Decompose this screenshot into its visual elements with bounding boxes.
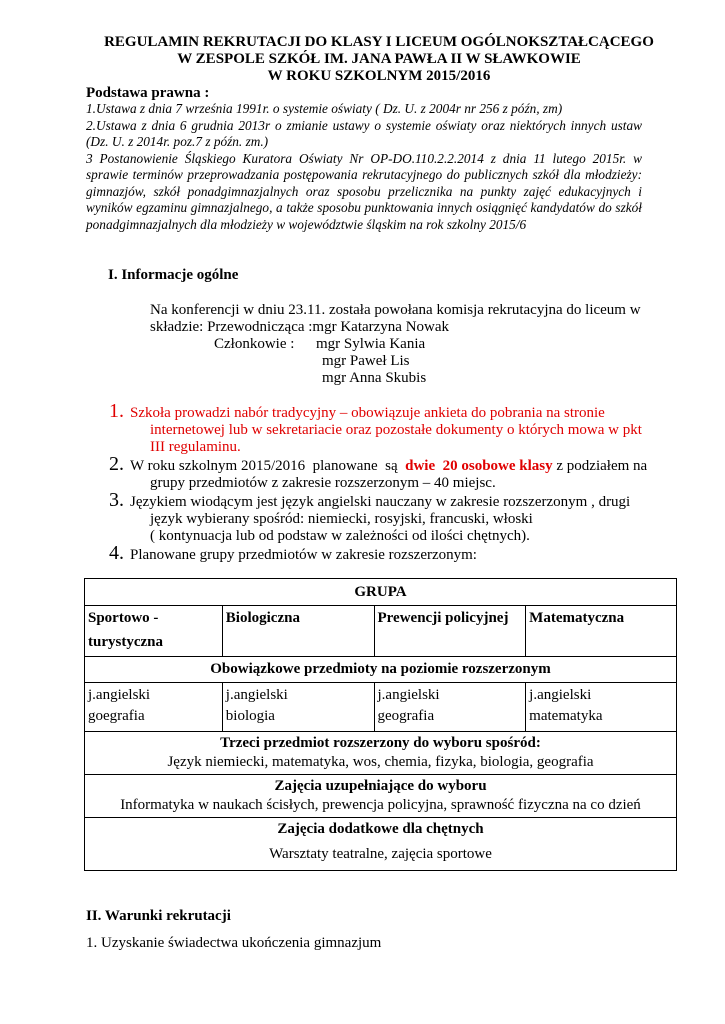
- item-3-line-3: ( kontynuacja lub od podstaw w zależności od ilości chętnych).: [150, 528, 530, 544]
- groups-table: [84, 578, 677, 871]
- members-label: Członkowie :: [214, 336, 295, 352]
- item-2-line-1: [130, 458, 647, 475]
- mandatory-header: Obowiązkowe przedmioty na poziomie rozszerzonym: [85, 657, 677, 683]
- section-1-heading: I. Informacje ogólne: [108, 267, 239, 283]
- item-1-line-3: III regulaminu.: [150, 439, 241, 455]
- subject: j.angielski: [88, 687, 151, 703]
- item-2-text: W roku szkolnym 2015/2016 planowane są: [130, 458, 406, 474]
- title-line-3: W ROKU SZKOLNYM 2015/2016: [267, 68, 491, 84]
- table-row: [85, 818, 677, 871]
- supplementary-cell: [85, 775, 677, 818]
- group-subjects: [526, 683, 677, 732]
- item-number: 4.: [109, 542, 124, 564]
- group-name-line: turystyczna: [88, 634, 163, 650]
- section-2-item-1: 1. Uzyskanie świadectwa ukończenia gimnazjum: [86, 935, 382, 951]
- item-2-text: z podziałem na: [552, 458, 648, 474]
- group-name: [85, 606, 223, 657]
- title-line-1: REGULAMIN REKRUTACJI DO KLASY I LICEUM OGÓLNOKSZTAŁCĄCEGO: [104, 34, 654, 50]
- item-1-line-2: internetowej lub w sekretariacie oraz pozostałe dokumenty o których mowa w pkt: [150, 422, 642, 438]
- item-1-line-1: Szkoła prowadzi nabór tradycyjny – obowiązuje ankieta do pobrania na stronie: [130, 405, 605, 421]
- table-header: GRUPA: [85, 579, 677, 606]
- group-subjects: [85, 683, 223, 732]
- member-name: mgr Anna Skubis: [322, 370, 427, 386]
- legal-basis-list: [86, 101, 642, 233]
- legal-item: 1.Ustawa z dnia 7 września 1991r. o systemie oświaty ( Dz. U. z 2004r nr 256 z późn, zm): [86, 101, 563, 116]
- section-2-heading: II. Warunki rekrutacji: [86, 908, 231, 924]
- group-subjects: [374, 683, 526, 732]
- member-name: mgr Sylwia Kania: [316, 336, 426, 352]
- subject: goegrafia: [88, 708, 145, 724]
- group-name: Biologiczna: [222, 606, 374, 657]
- subject: matematyka: [529, 708, 603, 724]
- group-subjects: [222, 683, 374, 732]
- title-line-2: W ZESPOLE SZKÓŁ IM. JANA PAWŁA II W SŁAWKOWIE: [177, 51, 581, 67]
- classes-highlight: dwie 20 osobowe klasy: [405, 458, 553, 474]
- supplementary-list: Informatyka w naukach ścisłych, prewencja policyjna, sprawność fizyczna na co dzień: [120, 797, 641, 813]
- group-name: Matematyczna: [526, 606, 677, 657]
- third-subject-list: Język niemiecki, matematyka, wos, chemia, fizyka, biologia, geografia: [167, 754, 594, 770]
- extra-list: Warsztaty teatralne, zajęcia sportowe: [269, 846, 492, 862]
- table-row: [85, 683, 677, 732]
- table-row: [85, 579, 677, 606]
- subject: geografia: [377, 708, 435, 724]
- item-2-line-2: grupy przedmiotów z zakresie rozszerzonym – 40 miejsc.: [150, 475, 496, 491]
- table-row: [85, 775, 677, 818]
- subject: j.angielski: [225, 687, 288, 703]
- member-name: mgr Paweł Lis: [322, 353, 410, 369]
- table-row: [85, 606, 677, 657]
- subject: j.angielski: [377, 687, 440, 703]
- group-name: Prewencji policyjnej: [374, 606, 526, 657]
- table-row: [85, 732, 677, 775]
- item-3-line-1: Językiem wiodącym jest język angielski nauczany w zakresie rozszerzonym , drugi: [130, 494, 631, 510]
- item-4-line-1: Planowane grupy przedmiotów w zakresie rozszerzonym:: [130, 547, 477, 563]
- third-subject-cell: [85, 732, 677, 775]
- supplementary-header: Zajęcia uzupełniające do wyboru: [274, 778, 487, 794]
- item-number: 1.: [109, 400, 124, 422]
- commission-line-1: Na konferencji w dniu 23.11. została powołana komisja rekrutacyjna do liceum w: [150, 302, 641, 318]
- subject: biologia: [225, 708, 275, 724]
- extra-header: Zajęcia dodatkowe dla chętnych: [277, 821, 484, 837]
- subject: j.angielski: [529, 687, 592, 703]
- table-row: [85, 657, 677, 683]
- third-subject-header: Trzeci przedmiot rozszerzony do wyboru spośród:: [220, 735, 541, 751]
- legal-basis-label: Podstawa prawna :: [86, 85, 210, 101]
- legal-item: 2.Ustawa z dnia 6 grudnia 2013r o zmianie ustawy o systemie oświaty oraz niektórych innych ustaw (Dz. U. z 2014r. poz.7 z późn. zm.): [86, 117, 642, 149]
- legal-item: 3 Postanowienie Śląskiego Kuratora Oświaty Nr OP-DO.110.2.2.2014 z dnia 11 lutego 2015r. w sprawie terminów przeprowadzania postępowania rekrutacyjnego do publicznych szkół dla młodzieży: gimnazjów, szkół ponadgimnazjalnych oraz sposobu przelicznika na punkty zajęć edukacyjnych i wyników egzaminu gimnazjalnego, a także sposobu punktowania innych osiągnięć kandydatów do szkół ponadgimnazjalnych dla młodzieży w województwie śląskim na rok szkolny 2015/6: [86, 150, 642, 232]
- document-title: [70, 34, 688, 85]
- item-number: 3.: [109, 489, 124, 511]
- extra-cell: [85, 818, 677, 871]
- commission-line-2: składzie: Przewodnicząca :mgr Katarzyna Nowak: [150, 319, 450, 335]
- item-number: 2.: [109, 453, 124, 475]
- group-name-line: Sportowo -: [88, 610, 159, 626]
- item-3-line-2: język wybierany spośród: niemiecki, rosyjski, francuski, włoski: [150, 511, 533, 527]
